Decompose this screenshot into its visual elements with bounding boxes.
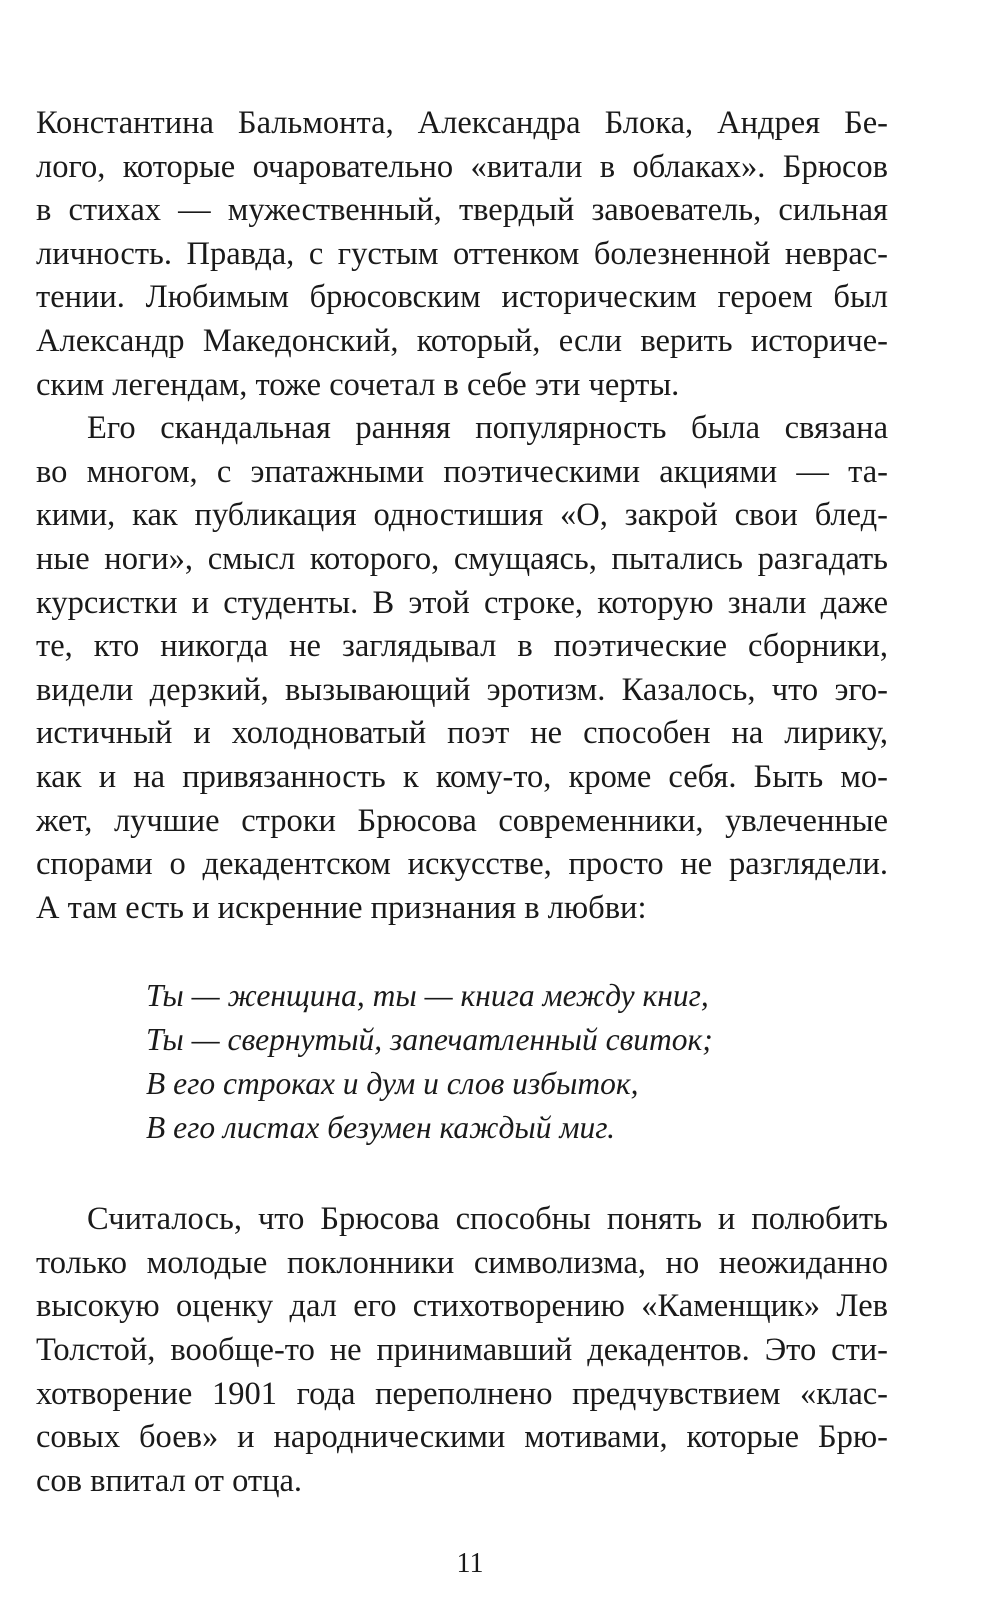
- text-line: кими, как публикация одностишия «О, закрой свои блед-: [36, 497, 888, 534]
- text-line: ским легендам, тоже сочетал в себе эти черты.: [36, 366, 680, 403]
- text-line: жет, лучшие строки Брюсова современники, увлеченные: [36, 802, 888, 839]
- text-line: тении. Любимым брюсовским историческим героем был: [36, 279, 888, 316]
- text-line: спорами о декадентском искусстве, просто не разглядели.: [36, 846, 888, 883]
- text-line: те, кто никогда не заглядывал в поэтические сборники,: [36, 628, 888, 665]
- text-line: Толстой, вообще-то не принимавший декадентов. Это сти-: [36, 1332, 888, 1369]
- text-line: Его скандальная ранняя популярность была связана: [87, 410, 888, 447]
- text-line: курсистки и студенты. В этой строке, которую знали даже: [36, 584, 888, 621]
- text-line: хотворение 1901 года переполнено предчувствием «клас-: [36, 1375, 888, 1412]
- poem-quote: [146, 974, 888, 1150]
- paragraph-2: [36, 407, 888, 930]
- verse-line: Ты — свернутый, запечатленный свиток;: [146, 1022, 713, 1058]
- page-number: 11: [456, 1548, 484, 1579]
- text-line: Считалось, что Брюсова способны понять и полюбить: [87, 1201, 888, 1238]
- text-line: видели дерзкий, вызывающий эротизм. Казалось, что эго-: [36, 671, 888, 708]
- book-page-body: [36, 102, 888, 1503]
- text-line: в стихах — мужественный, твердый завоеватель, сильная: [36, 192, 888, 229]
- text-line: Константина Бальмонта, Александра Блока, Андрея Бе-: [36, 105, 888, 141]
- text-line: во многом, с эпатажными поэтическими акциями — та-: [36, 453, 888, 490]
- text-line: лого, которые очаровательно «витали в облаках». Брюсов: [36, 148, 888, 185]
- text-line: совых боев» и народническими мотивами, которые Брю-: [36, 1419, 888, 1456]
- text-line: А там есть и искренние признания в любви:: [36, 889, 647, 926]
- text-line: только молодые поклонники символизма, но неожиданно: [36, 1244, 888, 1281]
- text-line: истичный и холодноватый поэт не способен на лирику,: [36, 715, 888, 752]
- text-line: высокую оценку дал его стихотворению «Каменщик» Лев: [36, 1288, 888, 1325]
- text-line: ные ноги», смысл которого, смущаясь, пытались разгадать: [36, 540, 888, 577]
- verse-line: В его листах безумен каждый миг.: [146, 1110, 615, 1146]
- paragraph-3: [36, 1198, 888, 1503]
- paragraph-1: [36, 102, 888, 407]
- verse-line: Ты — женщина, ты — книга между книг,: [146, 978, 709, 1014]
- text-line: как и на привязанность к кому-то, кроме себя. Быть мо-: [36, 758, 888, 795]
- text-line: сов впитал от отца.: [36, 1462, 303, 1499]
- text-line: личность. Правда, с густым оттенком болезненной неврас-: [36, 235, 888, 272]
- verse-line: В его строках и дум и слов избыток,: [146, 1066, 639, 1102]
- text-line: Александр Македонский, который, если верить историче-: [36, 322, 888, 359]
